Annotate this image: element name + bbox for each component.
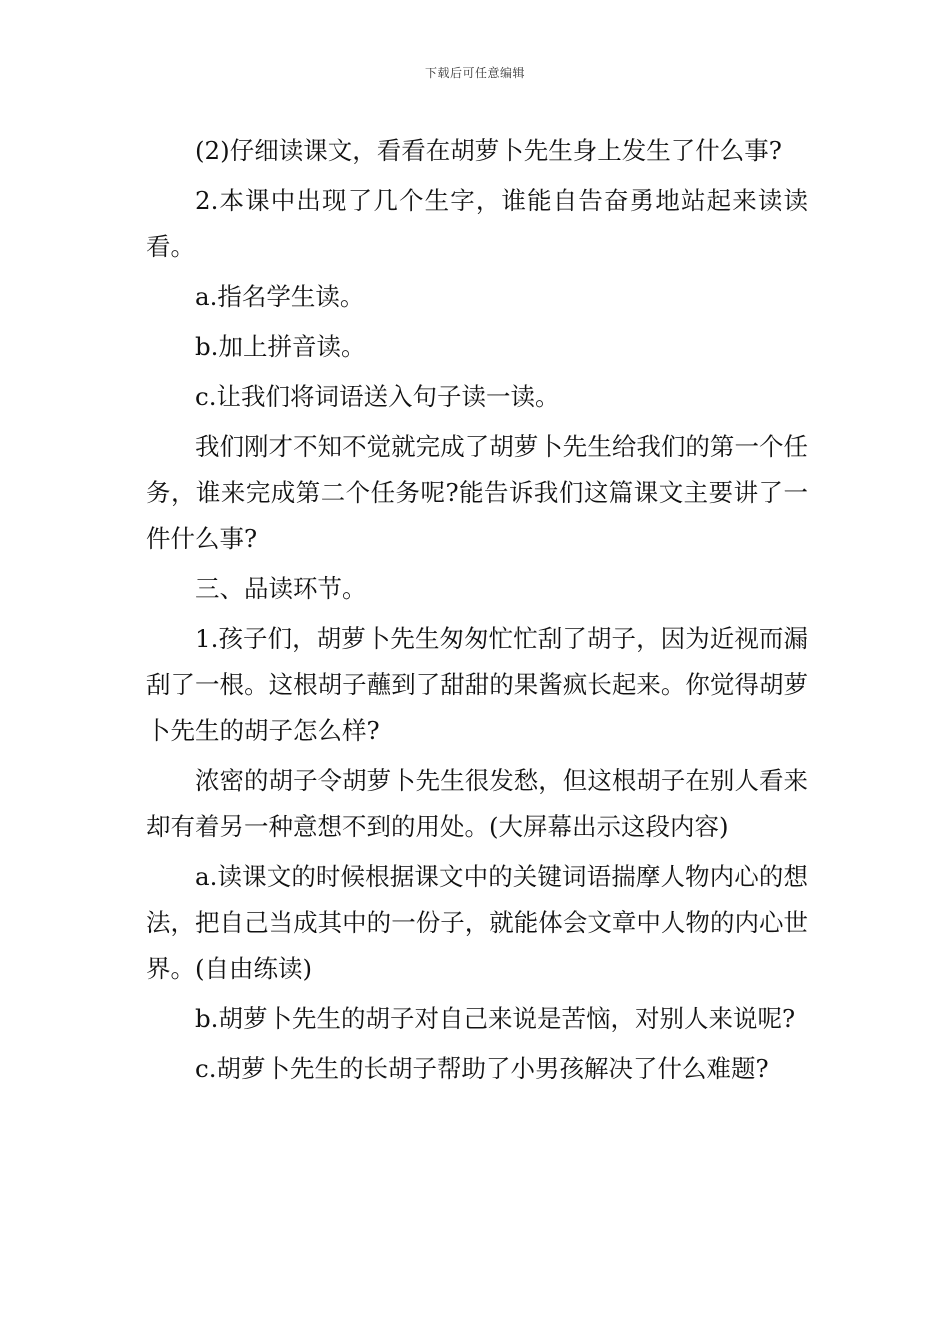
- document-body: [146, 128, 808, 1096]
- paragraph: b.胡萝卜先生的胡子对自己来说是苦恼，对别人来说呢?: [195, 1004, 796, 1033]
- paragraph: c.让我们将词语送入句子读一读。: [195, 382, 560, 411]
- paragraph: 1.孩子们，胡萝卜先生匆匆忙忙刮了胡子，因为近视而漏刮了一根。这根胡子蘸到了甜甜的果酱疯长起来。你觉得胡萝卜先生的胡子怎么样?: [146, 624, 808, 745]
- paragraph: 2.本课中出现了几个生字，谁能自告奋勇地站起来读读看。: [146, 186, 808, 261]
- paragraph: 我们刚才不知不觉就完成了胡萝卜先生给我们的第一个任务，谁来完成第二个任务呢?能告诉我们这篇课文主要讲了一件什么事?: [146, 432, 808, 553]
- paragraph: c.胡萝卜先生的长胡子帮助了小男孩解决了什么难题?: [195, 1054, 769, 1083]
- paragraph: b.加上拼音读。: [195, 332, 366, 361]
- section-heading: 三、品读环节。: [195, 574, 367, 603]
- paragraph: (2)仔细读课文，看看在胡萝卜先生身上发生了什么事?: [195, 136, 782, 165]
- paragraph: a.指名学生读。: [195, 282, 365, 311]
- paragraph: a.读课文的时候根据课文中的关键词语揣摩人物内心的想法，把自己当成其中的一份子，就能体会文章中人物的内心世界。(自由练读): [146, 862, 808, 983]
- paragraph: 浓密的胡子令胡萝卜先生很发愁，但这根胡子在别人看来却有着另一种意想不到的用处。(大屏幕出示这段内容): [146, 766, 808, 841]
- page-header: 下载后可任意编辑: [424, 66, 525, 80]
